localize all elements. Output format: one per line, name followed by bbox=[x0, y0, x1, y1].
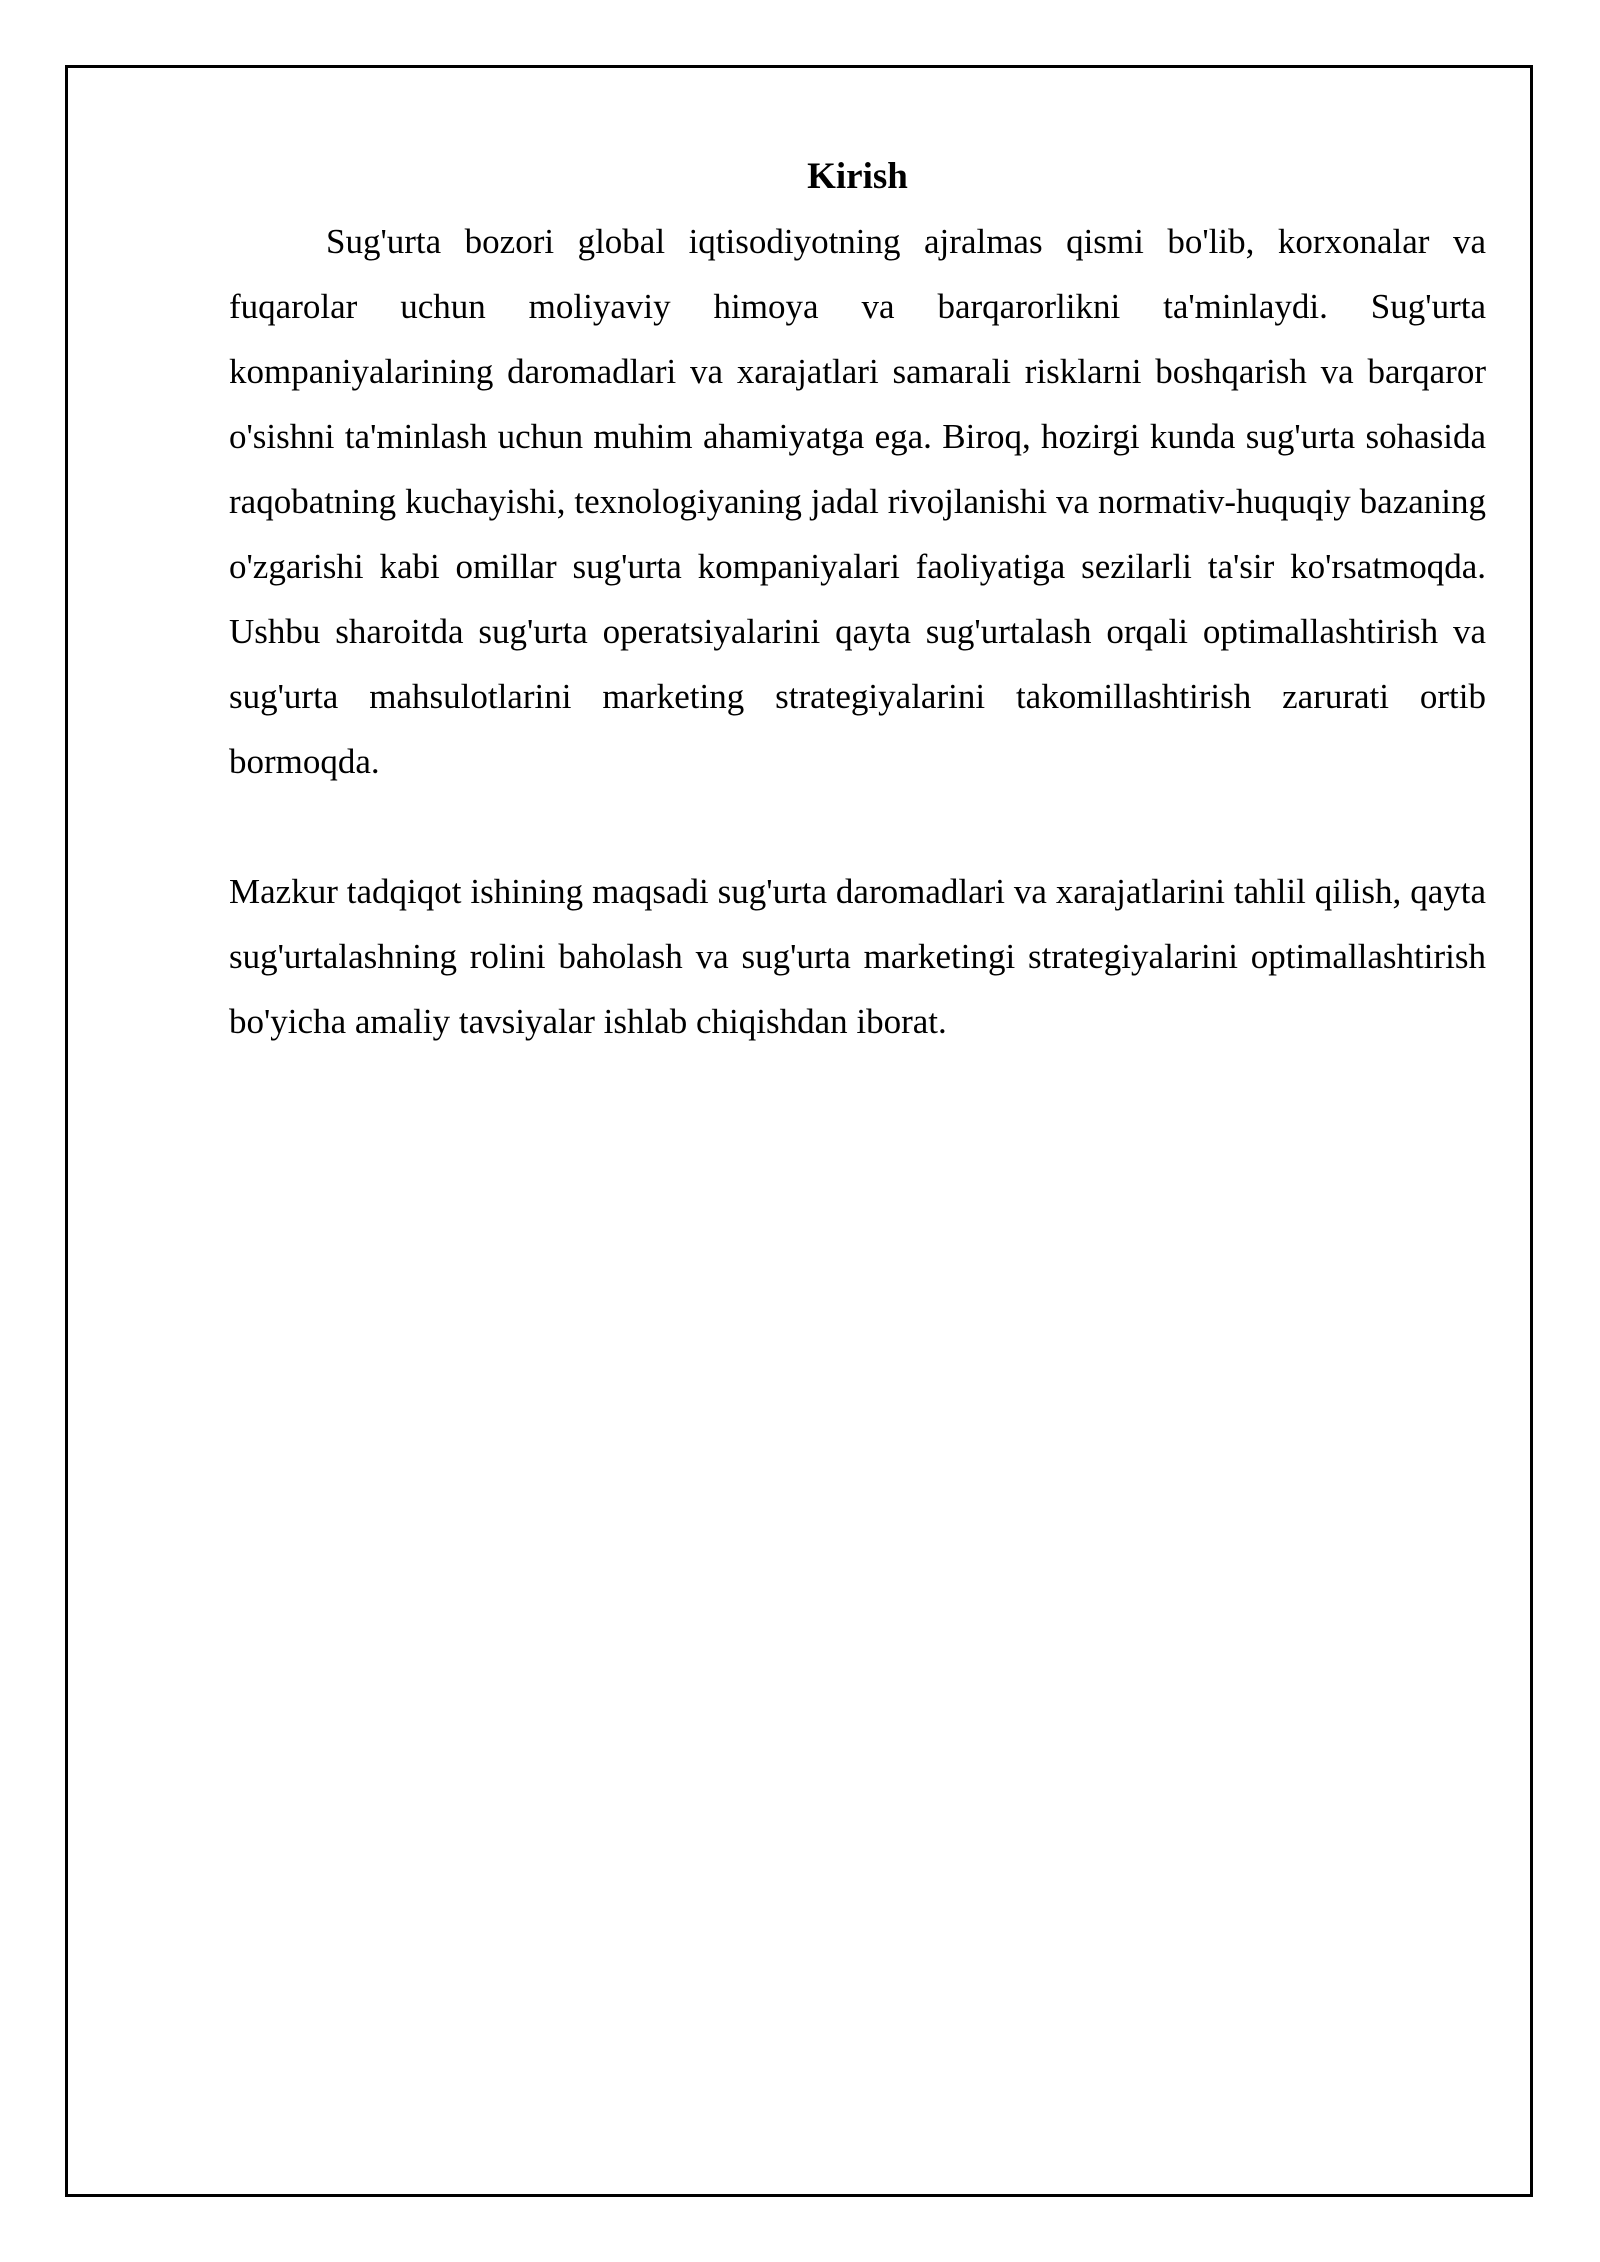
paragraph-goal: Mazkur tadqiqot ishining maqsadi sug'urta daromadlari va xarajatlarini tahlil qilish, qayta sug'urtalashning rolini baholash va sug'urta marketingi strategiyalarini optimallashtirish bo'yicha amaliy tavsiyalar ishlab chiqishdan iborat. bbox=[229, 872, 1486, 1041]
document-body bbox=[229, 148, 1486, 1054]
document-title: Kirish bbox=[807, 156, 908, 197]
paragraph-intro: Sug'urta bozori global iqtisodiyotning ajralmas qismi bo'lib, korxonalar va fuqarolar uchun moliyaviy himoya va barqarorlikni ta'minlaydi. Sug'urta kompaniyalarining daromadlari va xarajatlari samarali risklarni boshqarish va barqaror o'sishni ta'minlash uchun muhim ahamiyatga ega. Biroq, hozirgi kunda sug'urta sohasida raqobatning kuchayishi, texnologiyaning jadal rivojlanishi va normativ-huquqiy bazaning o'zgarishi kabi omillar sug'urta kompaniyalari faoliyatiga sezilarli ta'sir ko'rsatmoqda. Ushbu sharoitda sug'urta operatsiyalarini qayta sug'urtalash orqali optimallashtirish va sug'urta mahsulotlarini marketing strategiyalarini takomillashtirish zarurati ortib bormoqda. bbox=[229, 222, 1486, 781]
